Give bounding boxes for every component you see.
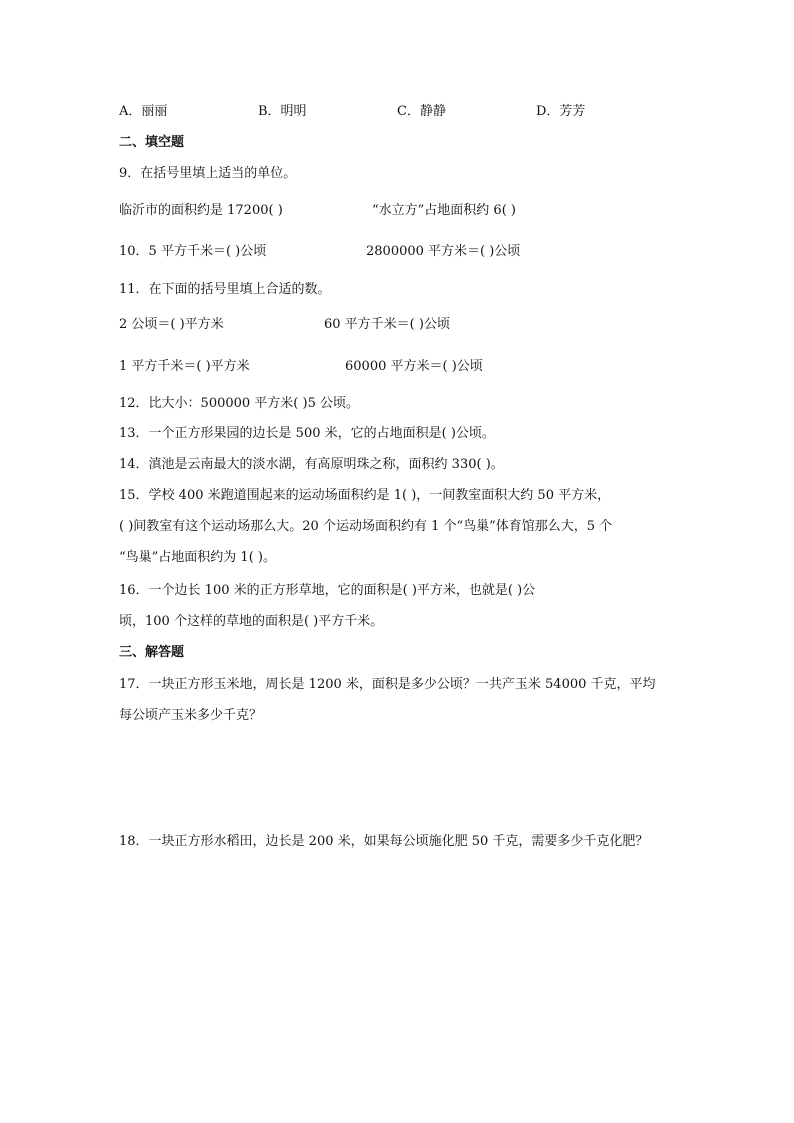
question-11-d: 60000 平方米＝( )公顷 [345, 359, 483, 374]
question-16-line-1: 16．一个边长 100 米的正方形草地，它的面积是( )平方米，也就是( )公 [119, 583, 536, 598]
question-12: 12．比大小：500000 平方米( )5 公顷。 [119, 396, 359, 411]
question-15-line-1: 15．学校 400 米跑道围起来的运动场面积约是 1( )，一间教室面积大约 50 平方米， [119, 488, 611, 503]
question-10-right: 2800000 平方米＝( )公顷 [366, 244, 521, 259]
question-11-stem: 11．在下面的括号里填上合适的数。 [119, 282, 331, 297]
question-17-line-1: 17．一块正方形玉米地，周长是 1200 米，面积是多少公顷？一共产玉米 54000 千克，平均 [119, 677, 656, 692]
question-11-c: 1 平方千米＝( )平方米 [119, 359, 250, 374]
option-c[interactable]: C．静静 [397, 104, 446, 119]
section-answer-heading: 三、解答题 [119, 645, 185, 660]
question-16-line-2: 顷，100 个这样的草地的面积是( )平方千米。 [119, 614, 384, 629]
question-13: 13．一个正方形果园的边长是 500 米，它的占地面积是( )公顷。 [119, 426, 495, 441]
question-15-line-3: “鸟巢”占地面积约为 1( )。 [119, 550, 276, 565]
question-11-a: 2 公顷＝( )平方米 [119, 317, 224, 332]
question-11-b: 60 平方千米＝( )公顷 [324, 317, 450, 332]
option-d[interactable]: D．芳芳 [536, 104, 586, 119]
section-fill-blank-heading: 二、填空题 [119, 135, 185, 150]
question-15-line-2: ( )间教室有这个运动场那么大。20 个运动场面积约有 1 个“鸟巢”体育馆那么大，5 个 [119, 519, 613, 534]
question-9-left: 临沂市的面积约是 17200( ) [119, 203, 283, 218]
question-9-stem: 9．在括号里填上适当的单位。 [119, 166, 297, 181]
question-10-left: 10．5 平方千米＝( )公顷 [119, 244, 267, 259]
option-a[interactable]: A．丽丽 [119, 104, 168, 119]
question-14: 14．滇池是云南最大的淡水湖，有高原明珠之称，面积约 330( )。 [119, 457, 504, 472]
option-b[interactable]: B．明明 [258, 104, 307, 119]
question-9-right: “水立方”占地面积约 6( ) [372, 203, 516, 218]
question-18: 18．一块正方形水稻田，边长是 200 米，如果每公顷施化肥 50 千克，需要多少千克化肥？ [119, 834, 649, 849]
question-17-line-2: 每公顷产玉米多少千克？ [119, 708, 263, 723]
